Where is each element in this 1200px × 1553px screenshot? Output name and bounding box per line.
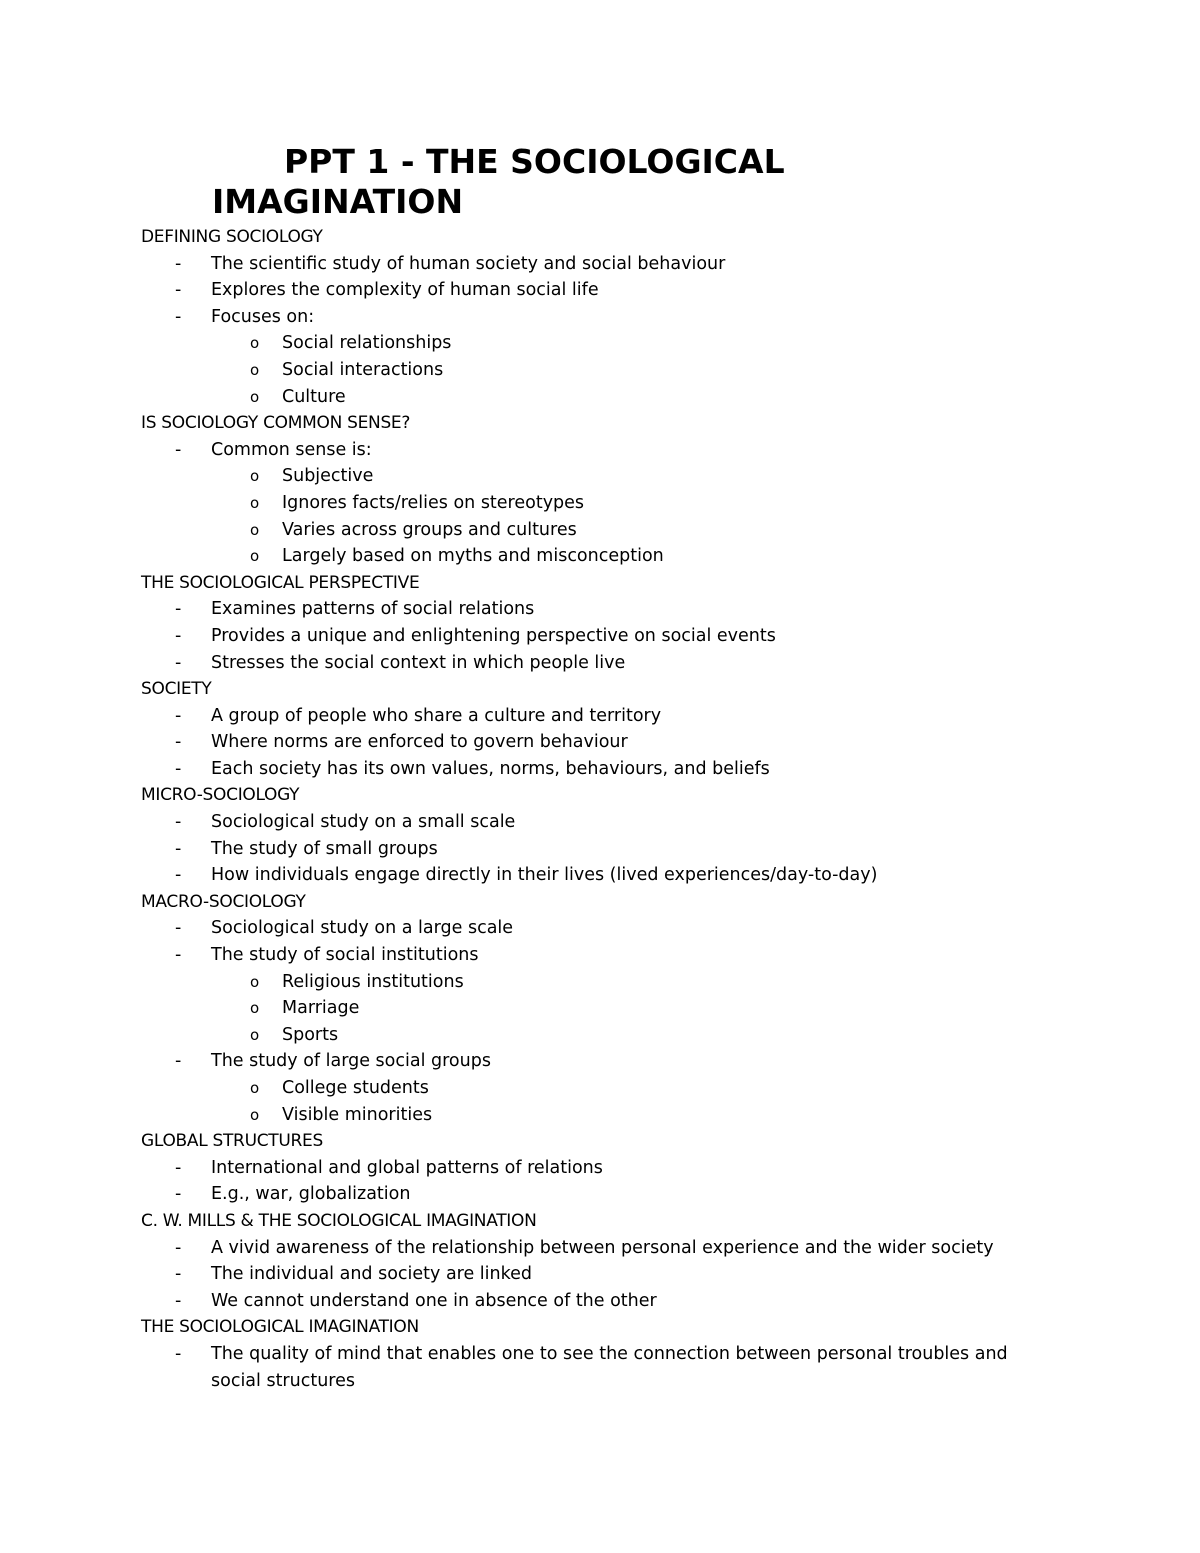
dash-bullet: - bbox=[175, 1184, 182, 1205]
sub-list-item bbox=[0, 490, 1200, 517]
dash-bullet: - bbox=[175, 1290, 182, 1311]
list-item-text: Common sense is: bbox=[211, 439, 372, 460]
sub-list-item-text: Subjective bbox=[282, 466, 374, 487]
list-item-text: E.g., war, globalization bbox=[211, 1184, 411, 1205]
notes-body bbox=[0, 224, 1200, 1394]
list-item bbox=[0, 596, 1200, 623]
list-item bbox=[0, 729, 1200, 756]
sub-list-item-text: Ignores facts/relies on stereotypes bbox=[282, 492, 585, 513]
circle-bullet: o bbox=[250, 520, 260, 539]
sub-list-item-text: Visible minorities bbox=[282, 1104, 433, 1125]
circle-bullet: o bbox=[250, 547, 260, 566]
list-item bbox=[0, 756, 1200, 783]
sub-list-item-text: Largely based on myths and misconception bbox=[282, 546, 664, 567]
dash-bullet: - bbox=[175, 306, 182, 327]
list-item bbox=[0, 1155, 1200, 1182]
section-heading: IS SOCIOLOGY COMMON SENSE? bbox=[141, 413, 411, 434]
sub-list-item-text: Culture bbox=[282, 386, 346, 407]
dash-bullet: - bbox=[175, 1343, 182, 1364]
circle-bullet: o bbox=[250, 1079, 260, 1097]
list-item-text: The scientific study of human society and social behaviour bbox=[211, 253, 726, 274]
list-item-text: The individual and society are linked bbox=[211, 1264, 533, 1285]
list-item-text: Where norms are enforced to govern behaviour bbox=[211, 732, 628, 753]
sub-list-item-text: Sports bbox=[282, 1024, 339, 1045]
section-heading: MICRO-SOCIOLOGY bbox=[141, 785, 300, 806]
dash-bullet: - bbox=[175, 1264, 182, 1285]
section-heading: THE SOCIOLOGICAL IMAGINATION bbox=[141, 1317, 419, 1338]
list-item-text: Sociological study on a small scale bbox=[211, 812, 516, 833]
list-item bbox=[0, 1261, 1200, 1288]
section-heading: DEFINING SOCIOLOGY bbox=[141, 227, 323, 247]
dash-bullet: - bbox=[175, 1051, 182, 1072]
list-item bbox=[0, 304, 1200, 331]
dash-bullet: - bbox=[175, 1157, 182, 1178]
sub-list-item bbox=[0, 463, 1200, 490]
list-item bbox=[0, 650, 1200, 677]
dash-bullet: - bbox=[175, 838, 182, 859]
list-item bbox=[0, 1181, 1200, 1208]
section-heading: SOCIETY bbox=[141, 679, 212, 700]
list-item-continuation bbox=[0, 1368, 1200, 1395]
circle-bullet: o bbox=[250, 1105, 260, 1124]
list-item-text: Sociological study on a large scale bbox=[211, 918, 514, 939]
list-item-text: International and global patterns of relations bbox=[211, 1157, 603, 1178]
list-item bbox=[0, 623, 1200, 650]
circle-bullet: o bbox=[250, 387, 260, 406]
list-item-text: Provides a unique and enlightening perspective on social events bbox=[211, 625, 776, 646]
list-item bbox=[0, 1048, 1200, 1075]
circle-bullet: o bbox=[250, 467, 260, 486]
list-item bbox=[0, 862, 1200, 889]
sub-list-item bbox=[0, 1075, 1200, 1102]
list-item-text: The quality of mind that enables one to see the connection between personal troubles and bbox=[211, 1343, 1008, 1364]
section-heading: MACRO-SOCIOLOGY bbox=[141, 891, 306, 912]
dash-bullet: - bbox=[175, 1237, 182, 1258]
title-line-2: IMAGINATION bbox=[212, 182, 464, 221]
dash-bullet: - bbox=[175, 280, 182, 301]
list-item-text: Each society has its own values, norms, behaviours, and beliefs bbox=[211, 758, 770, 779]
list-item-text: How individuals engage directly in their lives (lived experiences/day-to-day) bbox=[211, 865, 878, 886]
dash-bullet: - bbox=[175, 253, 182, 274]
sub-list-item bbox=[0, 969, 1200, 996]
list-item-text: A group of people who share a culture and territory bbox=[211, 705, 662, 726]
circle-bullet: o bbox=[250, 999, 260, 1018]
dash-bullet: - bbox=[175, 812, 182, 833]
circle-bullet: o bbox=[250, 972, 260, 991]
sub-list-item-text: Social interactions bbox=[282, 359, 444, 380]
list-item-text: The study of small groups bbox=[211, 838, 438, 859]
dash-bullet: - bbox=[175, 599, 182, 620]
dash-bullet: - bbox=[175, 945, 182, 966]
list-item-text: Explores the complexity of human social life bbox=[211, 280, 599, 301]
list-item bbox=[0, 1235, 1200, 1262]
dash-bullet: - bbox=[175, 732, 182, 753]
list-item-text: The study of large social groups bbox=[211, 1051, 491, 1072]
dash-bullet: - bbox=[175, 439, 182, 460]
dash-bullet: - bbox=[175, 865, 182, 886]
list-item bbox=[0, 251, 1200, 278]
list-item-text: Focuses on: bbox=[211, 306, 315, 327]
dash-bullet: - bbox=[175, 705, 182, 726]
title-line-1: PPT 1 - THE SOCIOLOGICAL bbox=[284, 142, 785, 181]
sub-list-item-text: Varies across groups and cultures bbox=[282, 519, 577, 540]
circle-bullet: o bbox=[250, 334, 260, 353]
sub-list-item bbox=[0, 1102, 1200, 1129]
list-item-text: We cannot understand one in absence of the other bbox=[211, 1290, 657, 1311]
sub-list-item bbox=[0, 330, 1200, 357]
list-item-text: Examines patterns of social relations bbox=[211, 599, 535, 620]
list-item bbox=[0, 942, 1200, 969]
section-heading: GLOBAL STRUCTURES bbox=[141, 1131, 323, 1152]
list-item bbox=[0, 437, 1200, 464]
section-heading: THE SOCIOLOGICAL PERSPECTIVE bbox=[141, 572, 420, 593]
sub-list-item-text: Religious institutions bbox=[282, 971, 464, 992]
list-item bbox=[0, 809, 1200, 836]
list-item bbox=[0, 1341, 1200, 1368]
sub-list-item-text: College students bbox=[282, 1078, 429, 1098]
list-item bbox=[0, 1288, 1200, 1315]
section-heading: C. W. MILLS & THE SOCIOLOGICAL IMAGINATION bbox=[141, 1210, 537, 1231]
list-item bbox=[0, 703, 1200, 730]
sub-list-item-text: Social relationships bbox=[282, 333, 452, 354]
sub-list-item bbox=[0, 384, 1200, 411]
circle-bullet: o bbox=[250, 493, 260, 512]
sub-list-item bbox=[0, 543, 1200, 570]
dash-bullet: - bbox=[175, 918, 182, 939]
list-item bbox=[0, 277, 1200, 304]
list-item-text: social structures bbox=[211, 1370, 355, 1391]
sub-list-item-text: Marriage bbox=[282, 998, 360, 1019]
list-item bbox=[0, 836, 1200, 863]
list-item bbox=[0, 915, 1200, 942]
dash-bullet: - bbox=[175, 652, 182, 673]
dash-bullet: - bbox=[175, 758, 182, 779]
sub-list-item bbox=[0, 1022, 1200, 1049]
list-item-text: Stresses the social context in which people live bbox=[211, 652, 626, 673]
dash-bullet: - bbox=[175, 625, 182, 646]
circle-bullet: o bbox=[250, 1025, 260, 1044]
circle-bullet: o bbox=[250, 360, 260, 379]
sub-list-item bbox=[0, 995, 1200, 1022]
sub-list-item bbox=[0, 517, 1200, 544]
sub-list-item bbox=[0, 357, 1200, 384]
document-title bbox=[212, 142, 1112, 222]
list-item-text: A vivid awareness of the relationship between personal experience and the wider society bbox=[211, 1237, 994, 1258]
list-item-text: The study of social institutions bbox=[211, 945, 479, 966]
